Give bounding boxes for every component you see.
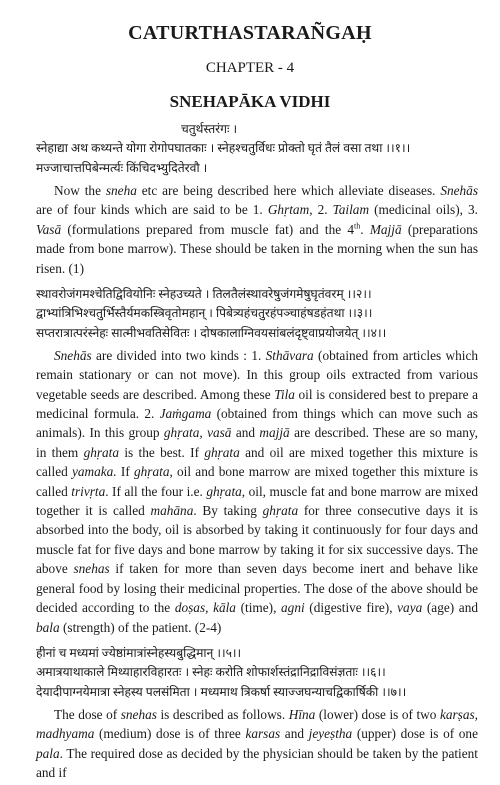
sanskrit-verse-block <box>36 644 478 702</box>
verse-line: द्वाभ्यांत्रिभिश्चतुर्भिस्तैर्यमकस्त्रिवृतोमहान् । पिबेत्र्यहंचतुरहंपञ्चाहंषडहंतथा ।।३।। <box>36 306 373 321</box>
translation-paragraph: Snehās are divided into two kinds : 1. Sthāvara (obtained from articles which remain stationary or can not move). In this group oils extracted from various vegetable seeds are described. Among these Tila oil is considered best to prepare a medicinal formula. 2. Jaṁgama (obtained from things which can move such as animals). In this group ghṛata, vasā and majjā are described. These are so many, in them ghṛata is the best. If ghṛata and oil are mixed together this mixture is called yamaka. If ghṛata, oil and bone marrow are mixed together this mixture is called trivṛta. If all the four i.e. ghṛata, oil, muscle fat and bone marrow are mixed together it is called mahāna. By taking ghṛata for three consecutive days it is absorbed into the body, oil is absorbed by taking it continuously for four days and muscle fat for five days and bone marrow by taking it for six successive days. The above snehas if taken for more than seven days become inert and behave like general food by losing their medicinal properties. The dose of the above should be decided according to the doṣas, kāla (time), agni (digestive fire), vaya (age) and bala (strength) of the patient. (2-4) <box>36 347 479 635</box>
sanskrit-verse-block <box>36 285 478 343</box>
verse-line: अमात्रयाथाकाले मिथ्याहारविहारतः । स्नेहः करोति शोफार्शस्तंद्रानिद्राविसंज्ञताः ।।६।। <box>36 665 386 680</box>
verse-line: सप्तरात्रात्परंस्नेहः सात्मीभवतिसेवितः । दोषकालाग्निवयसांबलंदृष्ट्वाप्रयोजयेत् ।।४।। <box>36 325 387 340</box>
verse-line: स्थावरोजंगमश्चेतिद्विवियोनिः स्नेहउच्यते । तिलतैलंस्थावरेषुजंगमेषुघृतंवरम् ।।२।। <box>36 286 372 301</box>
translation-paragraph: Now the sneha etc are being described here which alleviate diseases. Snehās are of four kinds which are said to be 1. Ghṛtam, 2. Tailam (medicinal oils), 3. Vasā (formulations prepared from muscle fat) and the 4th. Majjā (preparations made from bone marrow). These should be taken in the morning when the sun has risen. (1) <box>36 182 479 276</box>
sanskrit-verse-block <box>36 120 478 178</box>
verse-line: स्नेहाद्या अथ कथ्यन्ते योगा रोगोपघातकाः । स्नेहश्चतुर्विधः प्रोक्तो घृतं तैलं वसा तथा ।।१।। <box>36 141 411 156</box>
section-subtitle: SNEHAPĀKA VIDHI <box>169 92 331 111</box>
verse-line: देयादीपाग्नयेमात्रा स्नेहस्य पलसंमिता । मध्यमाथ त्रिकर्षा स्याज्जघन्याचद्विकार्षिकी ।।७।। <box>36 684 407 699</box>
verse-line: हीनां च मध्यमां ज्येष्ठांमात्रांस्नेहस्यबुद्धिमान् ।।५।। <box>36 645 242 660</box>
translation-paragraph: The dose of snehas is described as follows. Hīna (lower) dose is of two karṣas, madhyama (medium) dose is of three karsas and jeyeṣtha (upper) dose is of one pala. The required dose as decided by the physician should be taken by the patient and if <box>36 706 478 781</box>
chapter-label: CHAPTER - 4 <box>205 60 295 76</box>
verse-line: मज्जाचात्तपिबेन्मर्त्यः किंचिदभ्युदितेरवौ । <box>36 160 208 175</box>
page-body <box>36 120 478 785</box>
verse-line: चतुर्थस्तरंगः । <box>181 122 238 136</box>
page-title: CATURTHASTARAÑGAḤ <box>128 22 372 44</box>
